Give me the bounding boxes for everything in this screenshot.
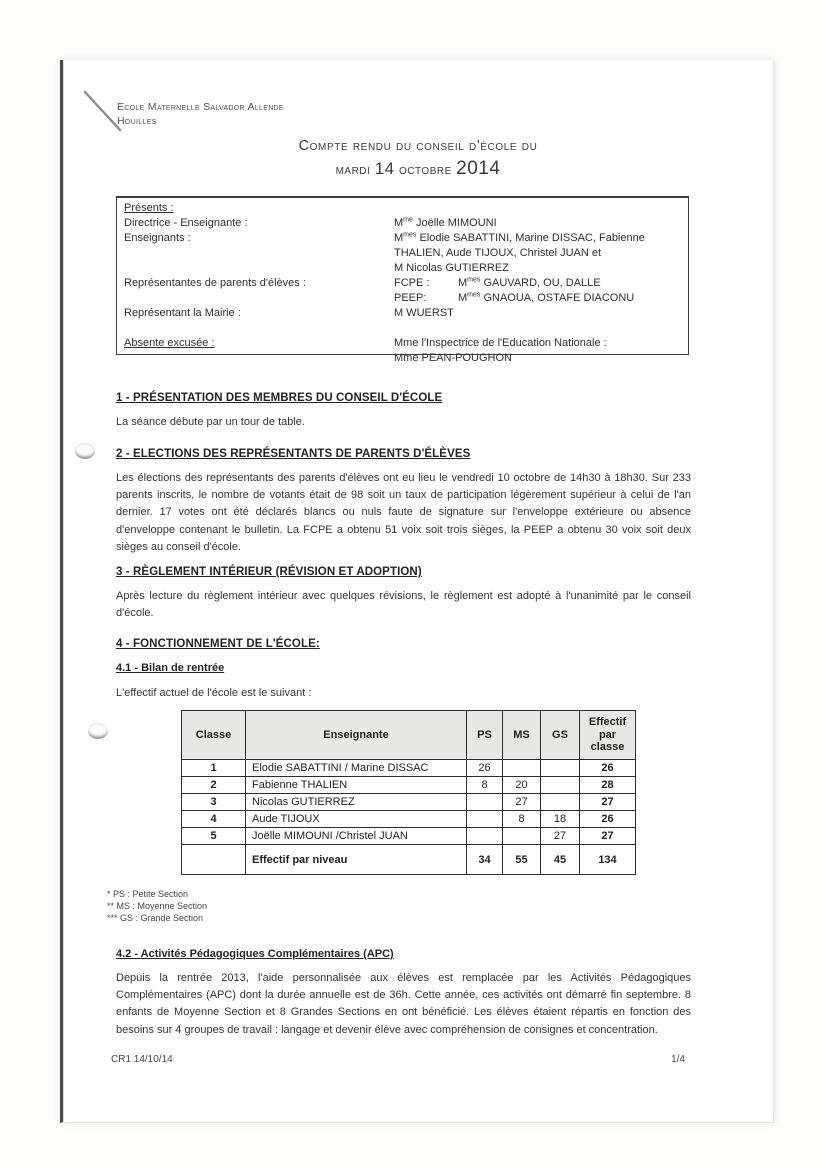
effectifs-table-wrapper: [181, 710, 636, 875]
table-row: 1 Elodie SABATTINI / Marine DISSAC 26 26: [182, 760, 636, 777]
table-header-row: [182, 711, 636, 760]
col-header-ps: PS: [467, 711, 503, 760]
section-4-1-title: 4.1 - Bilan de rentrée: [116, 662, 225, 674]
attendees-title-row: [124, 201, 688, 216]
section-3-title: 3 - RÈGLEMENT INTÉRIEUR (RÉVISION ET ADOPTION): [116, 566, 422, 578]
col-header-classe: Classe: [182, 711, 246, 760]
document-title-line1: Compte rendu du conseil d'école du: [298, 138, 538, 154]
section-2-body: Les élections des représentants des parents d'élèves ont eu lieu le vendredi 10 octobre de 14h30 à 18h30. Sur 233 parents inscrits, le nombre de votants était de 98 soit un taux de participation légèrement supérieur à celui de l'an dernier. 17 votes ont été déclarés blancs ou nuls faute de signature sur l'enveloppe extérieure ou absence d'enveloppe contenant le bulletin. La FCPE a obtenu 51 voix soit trois sièges, la PEEP a obtenu 30 voix soit deux sièges au conseil d'école.: [116, 472, 691, 553]
footnote-ms: ** MS : Moyenne Section: [107, 901, 208, 911]
col-header-enseignante: Enseignante: [246, 711, 467, 760]
footer-reference: CR1 14/10/14: [111, 1054, 173, 1065]
attendees-box: Présents : Directrice - Enseignante : $M^{me}$ Joëlle MIMOUNI Enseignants : $M^{mes}$ Elodie SABATTINI, Marine DISSAC, Fabienne THALIEN, Aude TIJOUX, Christel JUAN et M Nicolas GUTIERREZ Représentantes de parents d'élèves : FCPE : $M^{mes}$ GAUVARD, OU, DALLE PEEP: $M^{mes}$ GNAOUA, OSTAFE DIACONU Représentant la Mairie : M WUERST Absente excusée : Mme l'Inspectrice de l'Education Nationale : Mme PEAN-POUGHON: [116, 196, 689, 355]
section-4-2-body: Depuis la rentrée 2013, l'aide personnalisée aux élèves est remplacée par les Activités Pédagogiques Complémentaires (APC) dont la durée annuelle est de 36h. Cette année, ces activités ont démarré fin septembre. 8 enfants de Moyenne Section et 8 Grandes Sections en ont bénéficié. Les élèves étaient répartis en fonction des besoins sur 4 groupes de travail : langage et devenir élève avec compréhension de consignes et concentration.: [116, 972, 691, 1036]
document-title: [63, 138, 773, 180]
footnote-gs: *** GS : Grande Section: [107, 913, 204, 923]
section-2-title: 2 - ELECTIONS DES REPRÉSENTANTS DE PARENTS D'ÉLÈVES: [116, 448, 471, 460]
section-1-body: La séance débute par un tour de table.: [116, 416, 305, 428]
table-row: 4 Aude TIJOUX 8 18 26: [182, 811, 636, 828]
col-header-effectif: Effectif par classe: [580, 711, 636, 760]
directrice-row: Directrice - Enseignante : $M^{me}$ Joëlle MIMOUNI: [124, 216, 497, 229]
punch-hole-mark: [75, 443, 95, 459]
school-name-line2: Houilles: [117, 115, 157, 127]
table-footnotes: [107, 888, 207, 924]
section-1-title: 1 - PRÉSENTATION DES MEMBRES DU CONSEIL D'ÉCOLE: [116, 392, 443, 404]
document-title-line2: mardi 14 octobre 2014: [335, 158, 501, 179]
page-footer: [63, 1054, 773, 1065]
table-row: 5 Joëlle MIMOUNI /Christel JUAN 27 27: [182, 828, 636, 845]
section-4-1-body: L'effectif actuel de l'école est le suivant :: [116, 687, 312, 699]
effectifs-table: [181, 710, 636, 875]
enseignants-row: Enseignants : $M^{mes}$ Elodie SABATTINI, Marine DISSAC, Fabienne: [124, 231, 645, 244]
table-total-row: Effectif par niveau 34 55 45 134: [182, 845, 636, 875]
parents-row: Représentantes de parents d'élèves : FCPE : $M^{mes}$ GAUVARD, OU, DALLE: [124, 276, 601, 289]
col-header-ms: MS: [503, 711, 541, 760]
absente-row: Absente excusée : Mme l'Inspectrice de l'Education Nationale :: [124, 337, 607, 349]
col-header-gs: GS: [541, 711, 580, 760]
section-3-body: Après lecture du règlement intérieur avec quelques révisions, le règlement est adopté à l'unanimité par le conseil d'école.: [116, 590, 691, 620]
section-4-2-title: 4.2 - Activités Pédagogiques Complémentaires (APC): [116, 948, 394, 960]
mairie-row: Représentant la Mairie : M WUERST: [124, 307, 454, 319]
section-4-title: 4 - FONCTIONNEMENT DE L'ÉCOLE:: [116, 638, 320, 650]
scanned-document-page: [60, 60, 774, 1123]
attendees-title: Présents :: [124, 202, 174, 214]
punch-hole-mark: [88, 723, 108, 739]
footnote-ps: * PS : Petite Section: [107, 889, 189, 899]
school-name: [117, 100, 284, 128]
table-row: 3 Nicolas GUTIERREZ 27 27: [182, 794, 636, 811]
table-row: 2 Fabienne THALIEN 8 20 28: [182, 777, 636, 794]
footer-page-number: 1/4: [671, 1054, 685, 1065]
school-name-line1: Ecole Maternelle Salvador Allende: [117, 101, 284, 113]
